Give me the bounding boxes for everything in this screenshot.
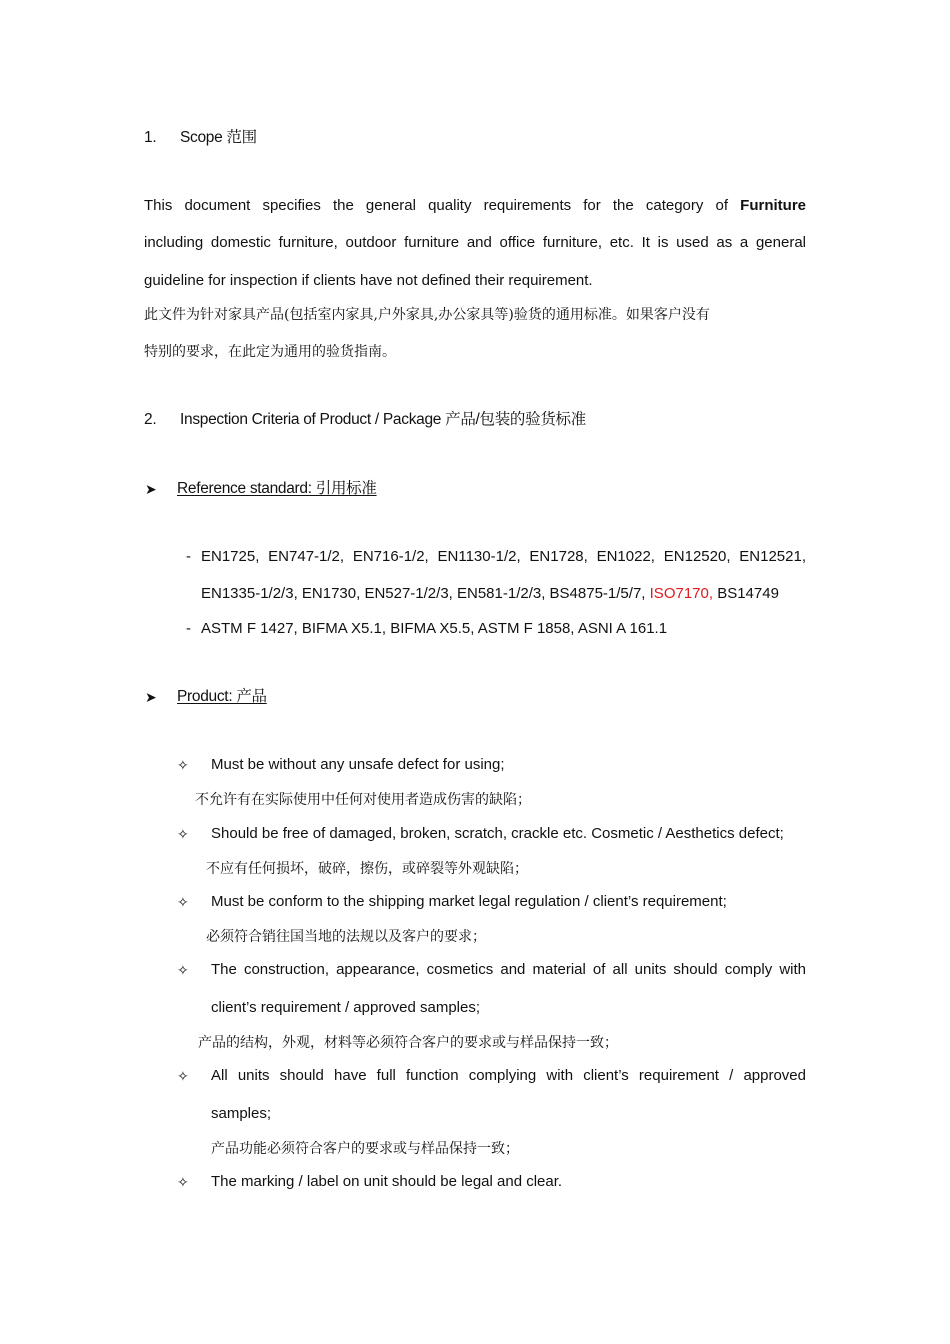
reference-line-1: EN1725, EN747-1/2, EN716-1/2, EN1130-1/2, EN1728, EN1022, EN12520, EN12521, [201,548,806,565]
product-item-2-en: Should be free of damaged, broken, scratch, crackle etc. Cosmetic / Aesthetics defect; [211,825,784,842]
product-item-1-en: Must be without any unsafe defect for using; [211,756,505,773]
product-item-1-cn: 不允许有在实际使用中任何对使用者造成伤害的缺陷； [195,792,531,808]
section-title: Scope 范围 [180,129,257,146]
reference-heading: Reference standard: 引用标准 [177,480,377,497]
product-item-6-en: The marking / label on unit should be legal and clear. [211,1173,563,1190]
product-item-4-cn: 产品的结构，外观，材料等必须符合客户的要求或与样品保持一致； [198,1035,618,1051]
diamond-bullet-icon: ✧ [177,826,189,842]
diamond-bullet-icon: ✧ [177,894,189,910]
diamond-bullet-icon: ✧ [177,1068,189,1084]
section-number: 2. [144,411,157,428]
scope-category-bold: Furniture [740,197,807,214]
product-item-5-en-line-1: All units should have full function complying with client’s requirement / approved [211,1067,806,1084]
section-2-heading [144,410,586,430]
product-item-4-en-line-2: client’s requirement / approved samples; [211,999,481,1016]
product-item-4-en-line-1: The construction, appearance, cosmetics and material of all units should comply with [211,961,806,978]
arrow-bullet-icon: ➤ [145,689,157,705]
reference-standards-text: EN1335-1/2/3, EN1730, EN527-1/2/3, EN581-1/2/3, BS4875-1/5/7, [201,585,646,602]
reference-line-3: ASTM F 1427, BIFMA X5.1, BIFMA X5.5, ASTM F 1858, ASNI A 161.1 [201,620,668,637]
scope-paragraph-line-1 [144,196,806,216]
dash-bullet: - [186,620,191,637]
scope-paragraph-line-2: including domestic furniture, outdoor furniture and office furniture, etc. It is used as a general [144,234,806,251]
scope-cn-line-1: 此文件为针对家具产品(包括室内家具,户外家具,办公家具等)验货的通用标准。如果客户没有 [144,307,710,323]
product-heading: Product: 产品 [177,688,267,705]
scope-text: This document specifies the general quality requirements for the category of [144,197,729,214]
product-item-5-cn: 产品功能必须符合客户的要求或与样品保持一致； [211,1141,519,1157]
product-item-5-en-line-2: samples; [211,1105,272,1122]
diamond-bullet-icon: ✧ [177,757,189,773]
diamond-bullet-icon: ✧ [177,962,189,978]
product-item-2-cn: 不应有任何损坏，破碎，擦伤，或碎裂等外观缺陷； [206,861,528,877]
scope-paragraph-line-3: guideline for inspection if clients have not defined their requirement. [144,272,593,289]
reference-standards-text: BS14749 [717,585,779,602]
diamond-bullet-icon: ✧ [177,1174,189,1190]
product-item-3-cn: 必须符合销往国当地的法规以及客户的要求； [206,929,486,945]
scope-cn-line-2: 特别的要求，在此定为通用的验货指南。 [144,344,396,360]
arrow-bullet-icon: ➤ [145,481,157,497]
section-number: 1. [144,129,157,146]
dash-bullet: - [186,548,191,565]
section-1-heading [144,128,257,148]
reference-highlight-standard: ISO7170, [649,585,714,602]
reference-line-2 [201,584,779,604]
section-title: Inspection Criteria of Product / Package 产品/包装的验货标准 [180,411,586,428]
product-item-3-en: Must be conform to the shipping market legal regulation / client’s requirement; [211,893,727,910]
